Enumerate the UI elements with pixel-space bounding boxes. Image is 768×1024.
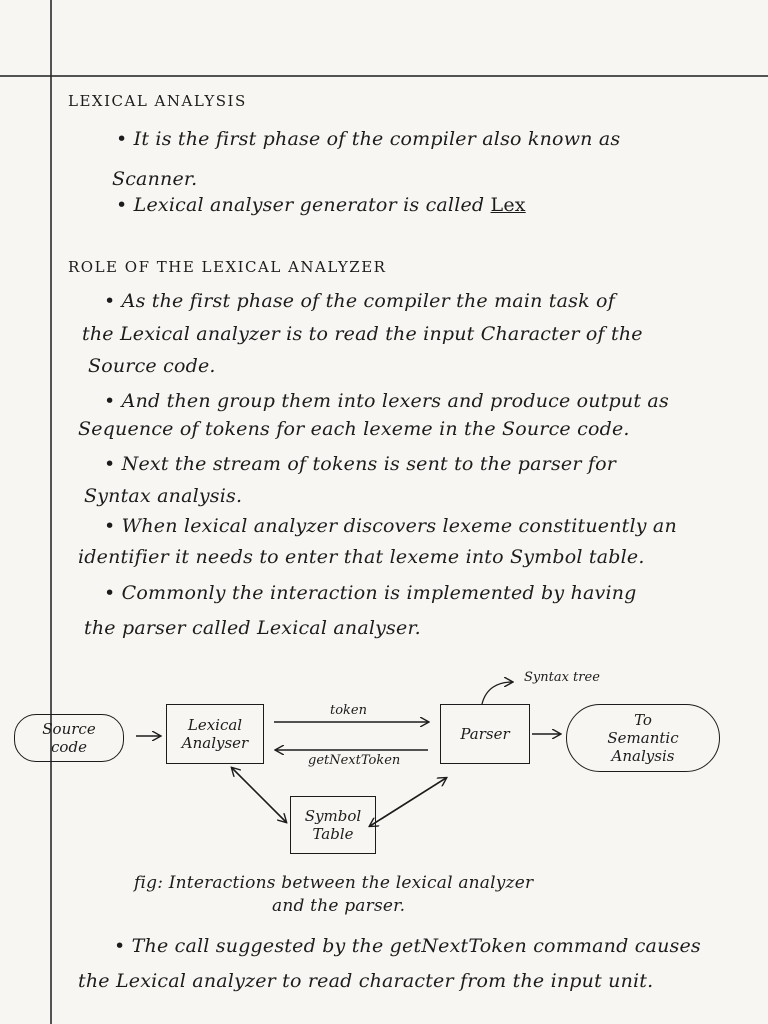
intro-line-2: Scanner. bbox=[112, 168, 198, 190]
role-line-2: the Lexical analyzer is to read the input Character of the bbox=[82, 323, 643, 345]
role-line-1: • As the first phase of the compiler the main task of bbox=[104, 290, 615, 312]
role-line-10: • Commonly the interaction is implemented by having bbox=[104, 582, 637, 604]
margin-line bbox=[50, 0, 52, 1024]
arrow-symbol-to-lexical bbox=[232, 768, 286, 822]
heading-lexical-analysis: LEXICAL ANALYSIS bbox=[68, 92, 247, 110]
parser-node: Parser bbox=[440, 704, 530, 764]
final-line-1: • The call suggested by the getNextToken command causes bbox=[114, 935, 701, 957]
role-line-11: the parser called Lexical analyser. bbox=[84, 617, 421, 639]
token-label: token bbox=[330, 703, 367, 718]
role-line-4: • And then group them into lexers and produce output as bbox=[104, 390, 669, 412]
arrow-symbol-to-parser bbox=[370, 778, 446, 826]
intro-line-1: • It is the first phase of the compiler also known as bbox=[116, 128, 621, 150]
role-line-7: Syntax analysis. bbox=[84, 485, 243, 507]
get-next-token-label: getNextToken bbox=[308, 753, 401, 768]
symbol-table-node: Symbol Table bbox=[290, 796, 376, 854]
syntax-tree-label: Syntax tree bbox=[524, 670, 600, 685]
intro-line-3 bbox=[116, 194, 526, 216]
figure-caption-line-2: and the parser. bbox=[272, 896, 406, 916]
role-line-5: Sequence of tokens for each lexeme in the Source code. bbox=[78, 418, 630, 440]
role-line-6: • Next the stream of tokens is sent to the parser for bbox=[104, 453, 617, 475]
source-code-node: Source code bbox=[14, 714, 124, 762]
role-line-8: • When lexical analyzer discovers lexeme constituently an bbox=[104, 515, 677, 537]
lex-word: Lex bbox=[490, 194, 526, 216]
role-line-3: Source code. bbox=[88, 355, 216, 377]
figure-caption-line-1: fig: Interactions between the lexical analyzer bbox=[134, 873, 534, 893]
arrow-syntax-tree bbox=[482, 682, 512, 704]
intro-line-3-text: • Lexical analyser generator is called bbox=[116, 194, 485, 216]
final-line-2: the Lexical analyzer to read character from the input unit. bbox=[78, 970, 654, 992]
heading-role: ROLE OF THE LEXICAL ANALYZER bbox=[68, 258, 387, 276]
semantic-analysis-node: To Semantic Analysis bbox=[566, 704, 720, 772]
top-rule bbox=[0, 75, 768, 77]
lexical-analyser-node: Lexical Analyser bbox=[166, 704, 264, 764]
role-line-9: identifier it needs to enter that lexeme into Symbol table. bbox=[78, 546, 645, 568]
